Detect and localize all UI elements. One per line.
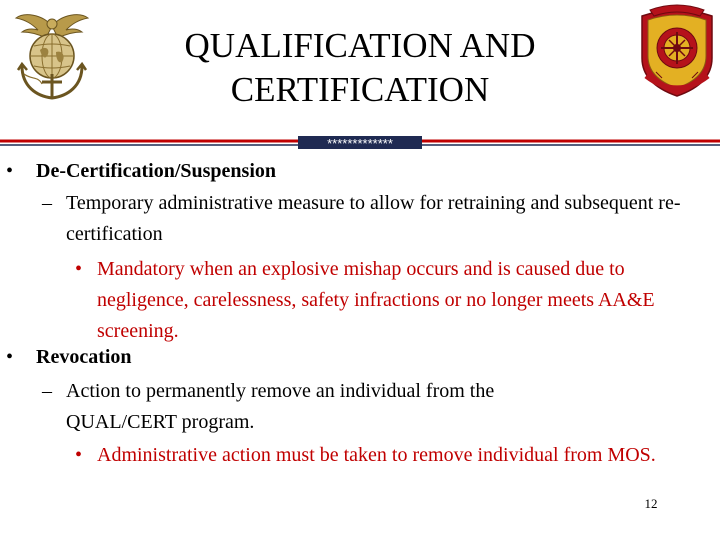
sub-bullet-text: Temporary administrative measure to allow for retraining and subsequent re-certification <box>66 192 681 245</box>
eagle-globe-anchor-icon <box>2 4 102 104</box>
bullet-decertification <box>6 156 276 187</box>
sub-bullet-decertification <box>42 188 686 250</box>
subsub-bullet-decertification <box>75 254 711 347</box>
subsub-bullet-revocation <box>75 440 711 471</box>
bullet-heading: De-Certification/Suspension <box>36 160 276 182</box>
title-line-1: QUALIFICATION AND <box>184 26 536 65</box>
slide-title <box>120 24 600 112</box>
unit-insignia-icon <box>636 2 718 98</box>
bullet-revocation <box>6 342 132 373</box>
bullet-heading: Revocation <box>36 346 132 368</box>
subsub-bullet-dot: • <box>75 258 83 280</box>
bullet-dot: • <box>6 346 14 368</box>
subsub-bullet-text: Mandatory when an explosive mishap occurs and is caused due to negligence, carelessness, safety infractions or no longer meets AA&E screening. <box>97 258 655 342</box>
sub-bullet-text: Action to permanently remove an individual from the QUAL/CERT program. <box>66 380 495 433</box>
divider-stars: ************* <box>327 136 393 150</box>
bullet-dot: • <box>6 160 14 182</box>
subsub-bullet-dot: • <box>75 444 83 466</box>
sub-bullet-dash: – <box>42 192 52 214</box>
title-divider <box>0 134 720 150</box>
subsub-bullet-text: Administrative action must be taken to remove individual from MOS. <box>97 444 656 466</box>
page-number: 12 <box>644 496 658 511</box>
sub-bullet-dash: – <box>42 380 52 402</box>
title-line-2: CERTIFICATION <box>230 70 490 109</box>
sub-bullet-revocation <box>42 376 586 438</box>
